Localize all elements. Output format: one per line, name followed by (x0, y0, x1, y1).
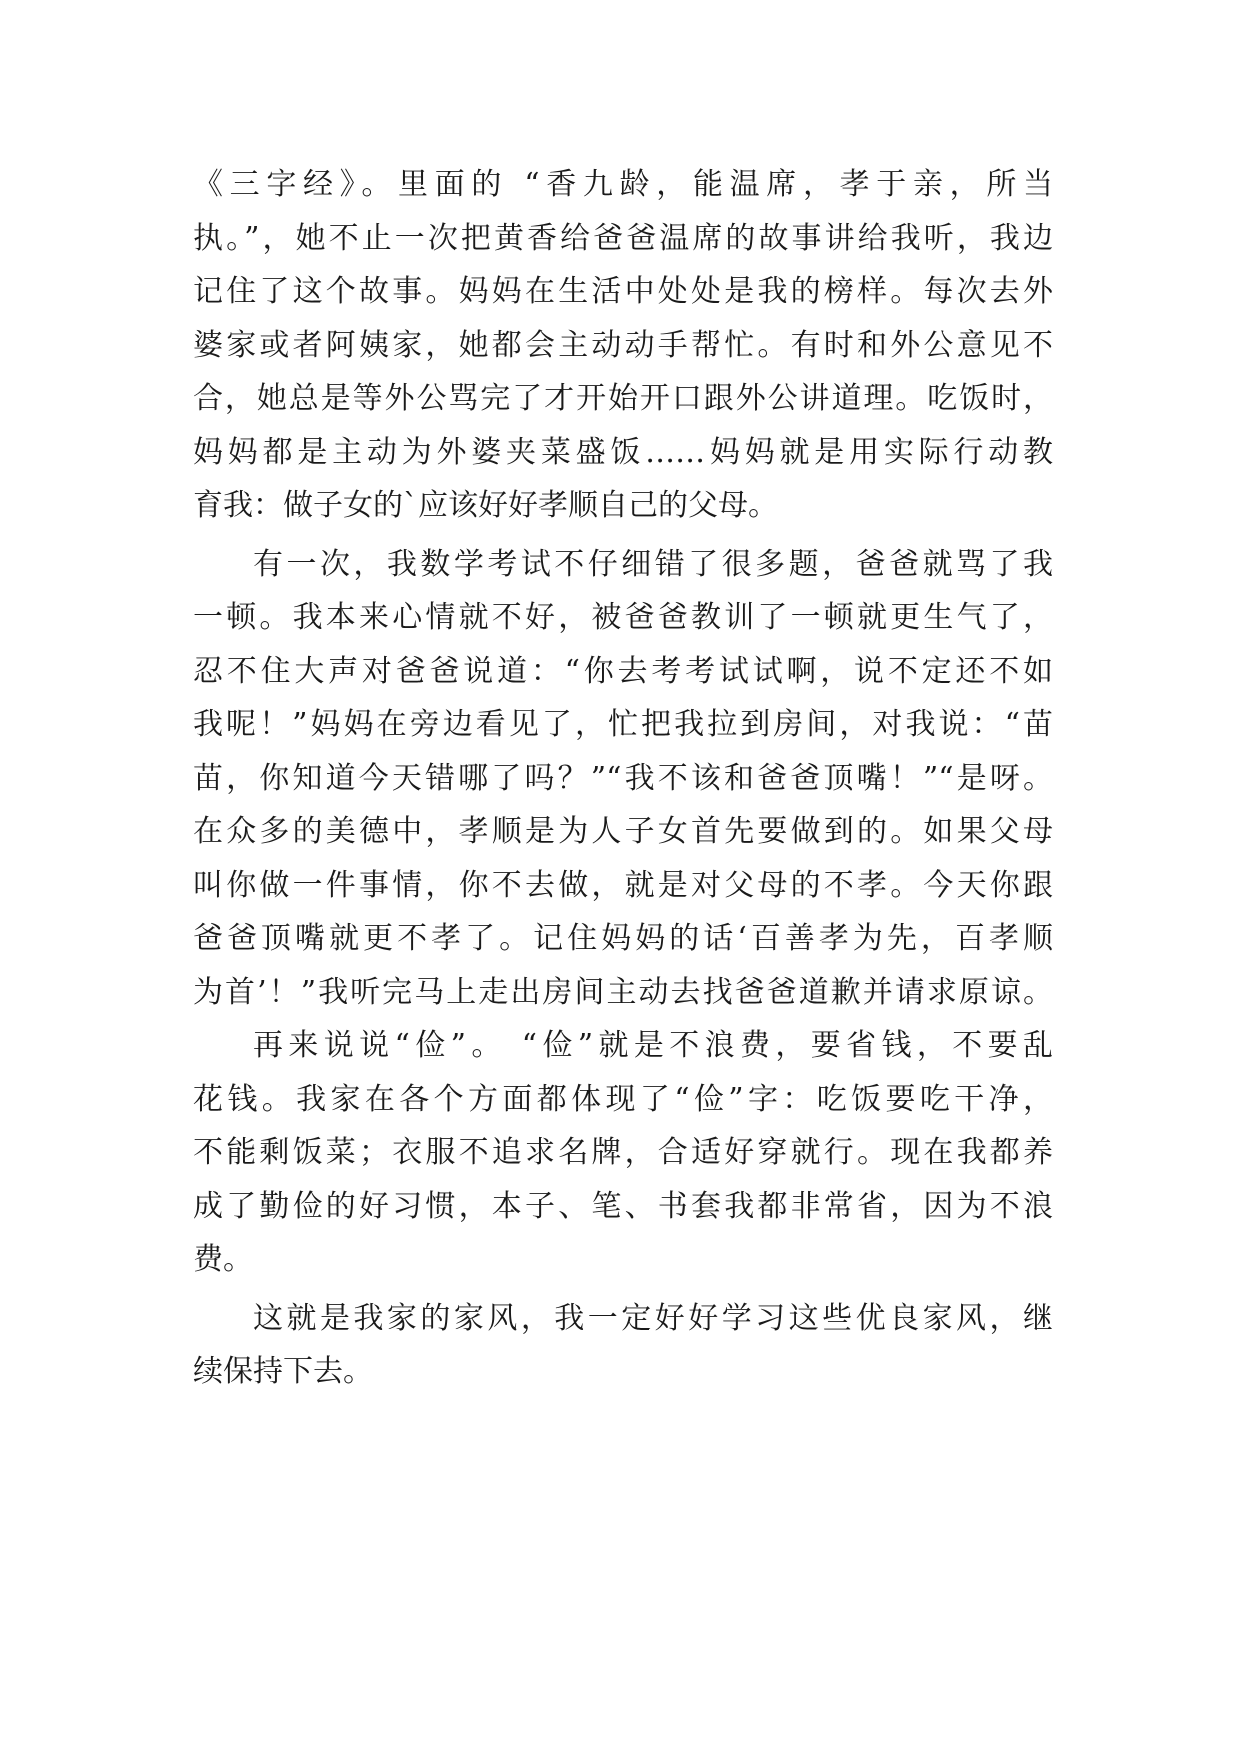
text-line: 我呢！”妈妈在旁边看见了，忙把我拉到房间，对我说：“苗 (193, 707, 1053, 742)
text-line: 一顿。我本来心情就不好，被爸爸教训了一顿就更生气了， (193, 600, 1053, 635)
text-line: 成了勤俭的好习惯，本子、笔、书套我都非常省，因为不浪 (193, 1188, 1053, 1224)
text-line: 在众多的美德中，孝顺是为人子女首先要做到的。如果父母 (193, 814, 1053, 849)
text-line: 有一次，我数学考试不仔细错了很多题，爸爸就骂了我 (253, 546, 1053, 582)
text-line: 苗，你知道今天错哪了吗？”“我不该和爸爸顶嘴！”“是呀。 (193, 760, 1053, 796)
text-line: 花钱。我家在各个方面都体现了“俭”字：吃饭要吃干净， (193, 1081, 1053, 1117)
text-line: 育我：做子女的`应该好好孝顺自己的父母。 (193, 488, 778, 523)
paragraph-3 (193, 1019, 1053, 1287)
text-line: 忍不住大声对爸爸说道：“你去考考试试啊，说不定还不如 (193, 653, 1053, 689)
text-line: 爸爸顶嘴就更不孝了。记住妈妈的话‘百善孝为先，百孝顺 (193, 921, 1053, 956)
text-line: 费。 (193, 1242, 253, 1277)
paragraph-2 (193, 538, 1053, 1020)
text-line: 为首’！”我听完马上走出房间主动去找爸爸道歉并请求原谅。 (193, 974, 1053, 1010)
paragraph-4 (193, 1292, 1053, 1399)
text-line: 记住了这个故事。妈妈在生活中处处是我的榜样。每次去外 (193, 274, 1053, 309)
text-line: 续保持下去。 (193, 1354, 373, 1389)
text-line: 再来说说“俭”。 “俭”就是不浪费，要省钱，不要乱 (253, 1028, 1053, 1063)
paragraph-1 (193, 158, 1053, 533)
text-line: 这就是我家的家风，我一定好好学习这些优良家风，继 (253, 1300, 1053, 1336)
text-line: 《三字经》。里面的 “香九龄，能温席，孝于亲，所当 (193, 167, 1053, 202)
document-body (193, 158, 1053, 1399)
text-line: 叫你做一件事情，你不去做，就是对父母的不孝。今天你跟 (193, 867, 1053, 903)
text-line: 婆家或者阿姨家，她都会主动动手帮忙。有时和外公意见不 (193, 327, 1053, 363)
text-line: 执。”，她不止一次把黄香给爸爸温席的故事讲给我听，我边 (193, 220, 1053, 256)
text-line: 妈妈都是主动为外婆夹菜盛饭……妈妈就是用实际行动教 (193, 434, 1053, 470)
text-line: 不能剩饭菜；衣服不追求名牌，合适好穿就行。现在我都养 (193, 1135, 1053, 1170)
text-line: 合，她总是等外公骂完了才开始开口跟外公讲道理。吃饭时， (193, 381, 1053, 416)
